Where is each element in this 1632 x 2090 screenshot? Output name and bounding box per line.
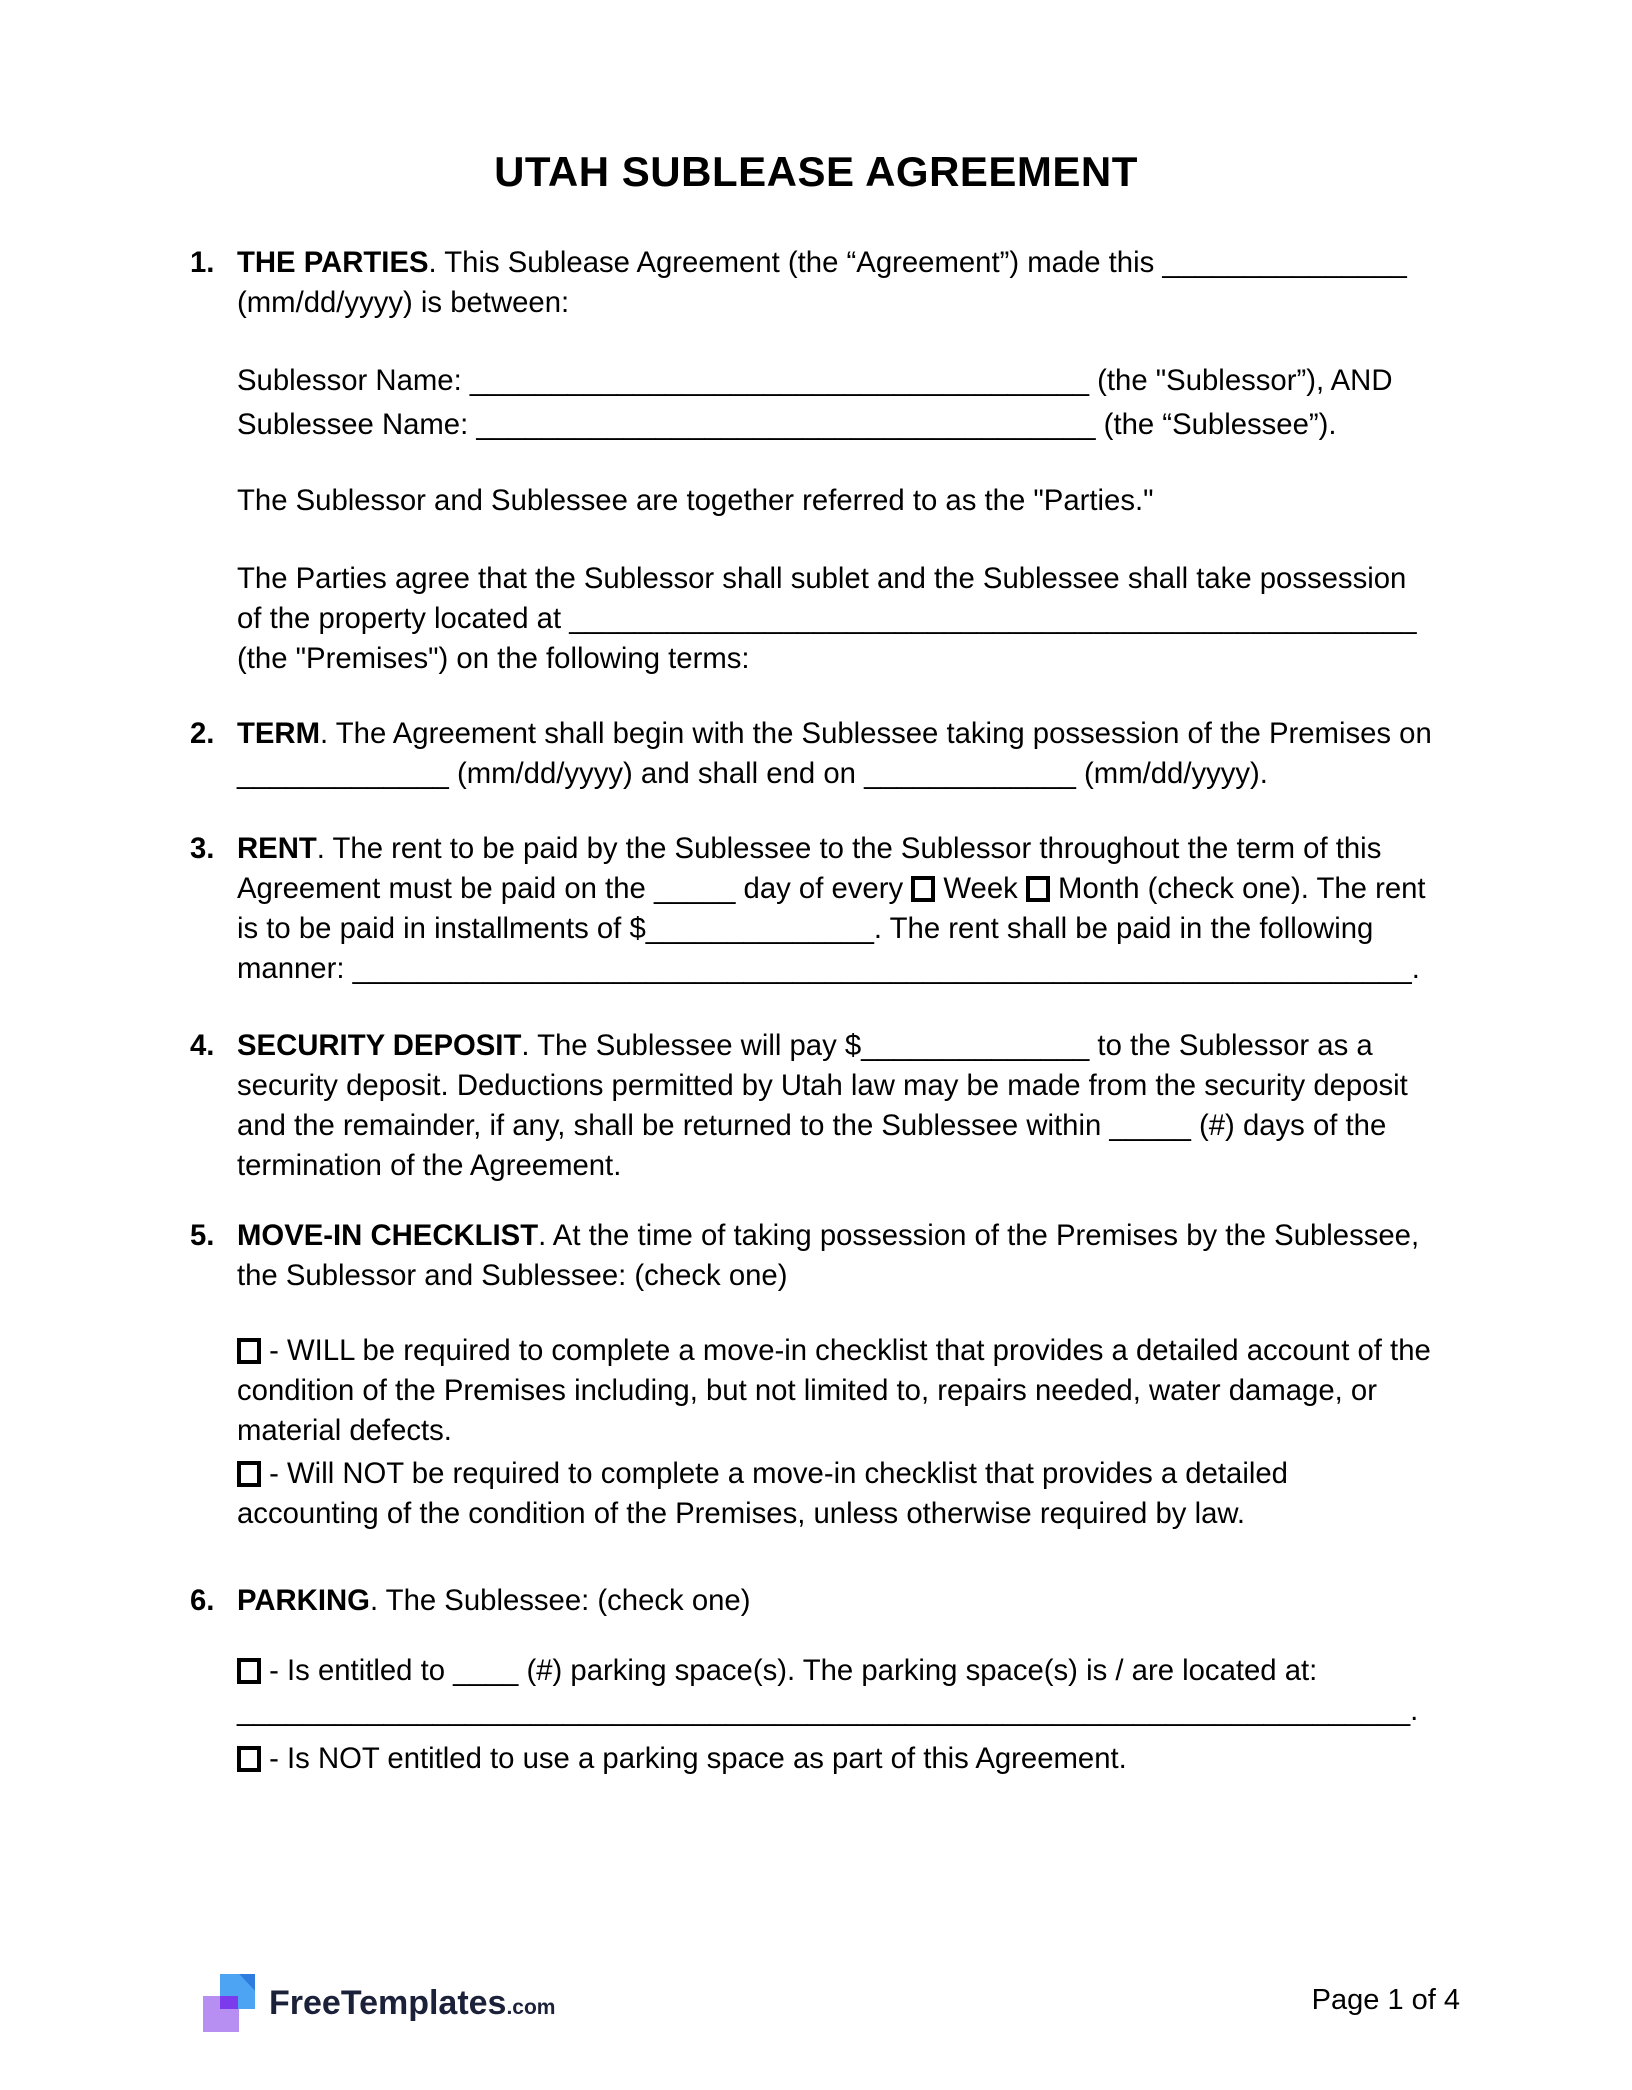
sublessor-name-label: Sublessor Name: — [237, 364, 470, 397]
rent-month-checkbox[interactable] — [1026, 876, 1050, 902]
section-number: 1. — [190, 246, 215, 279]
sublessee-name-label: Sublessee Name: — [237, 408, 477, 441]
section-heading: SECURITY DEPOSIT — [237, 1029, 522, 1062]
parking-intro-text: . The Sublessee: (check one) — [369, 1584, 751, 1617]
term-mid-text: (mm/dd/yyyy) and shall end on — [448, 757, 865, 790]
parking-entitled-checkbox[interactable] — [237, 1658, 261, 1684]
section-heading: PARKING — [237, 1584, 370, 1617]
section-number: 2. — [190, 717, 215, 750]
week-label: Week — [935, 872, 1026, 905]
parties-intro-paragraph — [237, 243, 1432, 323]
section-heading: RENT — [237, 832, 317, 865]
deposit-text-2: to the Sublessor as a security deposit. Deductions permitted by Utah law may be made from the security deposit and the remainder, if any, shall be returned to the Sublessee within — [237, 1029, 1408, 1142]
parties-intro-text: . This Sublease Agreement (the “Agreement”) made this — [428, 246, 1163, 279]
parking-entitled-text-1: - Is entitled to — [261, 1654, 454, 1687]
term-paragraph — [237, 714, 1432, 794]
rent-text-2: day of every — [735, 872, 904, 905]
movein-intro-text: . At the time of taking possession of the Premises by the Sublessee, the Sublessor and Sublessee: (check one) — [237, 1219, 1420, 1292]
term-tail-text: (mm/dd/yyyy). — [1075, 757, 1268, 790]
parking-entitled-option — [237, 1651, 1432, 1731]
section-number: 5. — [190, 1219, 215, 1252]
section-number: 6. — [190, 1584, 215, 1617]
brand-wordmark — [269, 1984, 555, 2023]
brand-logo[interactable] — [203, 1972, 555, 2034]
parking-not-entitled-text: - Is NOT entitled to use a parking space as part of this Agreement. — [261, 1742, 1127, 1775]
parking-not-entitled-option — [237, 1739, 1432, 1779]
section-number: 4. — [190, 1029, 215, 1062]
parking-intro-paragraph — [237, 1581, 1432, 1621]
movein-willnot-checkbox[interactable] — [237, 1461, 261, 1487]
sublessee-name-blank[interactable]: ______________________________________ — [476, 408, 1096, 441]
payment-day-blank[interactable]: _____ — [653, 872, 736, 905]
movein-intro-paragraph — [237, 1216, 1432, 1296]
section-the-parties — [190, 243, 1450, 714]
deposit-text-1: . The Sublessee will pay $ — [521, 1029, 862, 1062]
parking-not-entitled-checkbox[interactable] — [237, 1746, 261, 1772]
section-movein-checklist — [190, 1216, 1450, 1581]
sublessor-name-tail: (the "Sublessor”), AND — [1089, 364, 1393, 397]
movein-willnot-text: - Will NOT be required to complete a move-in checklist that provides a detailed accounting of the condition of the Premises, unless otherwise required by law. — [237, 1457, 1288, 1530]
month-label: Month — [1049, 872, 1140, 905]
security-deposit-paragraph — [237, 1026, 1432, 1186]
sublessee-name-line — [237, 405, 1432, 445]
agree-tail: (the "Premises") on the following terms: — [237, 642, 750, 675]
sublessor-name-blank[interactable]: ______________________________________ — [469, 364, 1090, 397]
parking-count-blank[interactable]: ____ — [453, 1654, 519, 1687]
start-date-blank[interactable]: _____________ — [237, 757, 449, 790]
parties-together-paragraph — [237, 481, 1432, 521]
together-text: The Sublessor and Sublessee are together referred to as the "Parties." — [237, 484, 1154, 517]
end-date-blank[interactable]: _____________ — [864, 757, 1076, 790]
movein-willnot-option — [237, 1454, 1432, 1534]
section-heading: MOVE-IN CHECKLIST — [237, 1219, 539, 1252]
movein-will-option — [237, 1331, 1432, 1451]
page-indicator: Page 1 of 4 — [1311, 1984, 1460, 2016]
agree-text: The Parties agree that the Sublessor shall sublet and the Sublessee shall take possession of the property located at — [237, 562, 1407, 635]
rent-week-checkbox[interactable] — [911, 876, 935, 902]
section-rent — [190, 829, 1450, 1026]
brand-name: FreeTemplates — [269, 1983, 507, 2022]
parties-intro-tail: (mm/dd/yyyy) is between: — [237, 286, 570, 319]
rent-text-4: . The rent shall be paid in the following manner: — [237, 912, 1374, 985]
property-address-blank[interactable]: ____________________________________________________ — [569, 602, 1417, 635]
rent-text-5: . — [1411, 952, 1420, 985]
movein-will-text: - WILL be required to complete a move-in checklist that provides a detailed account of the condition of the Premises including, but not limited to, repairs needed, water damage, or material defects. — [237, 1334, 1431, 1447]
parking-address-blank[interactable]: ________________________________________________________________________. — [237, 1694, 1419, 1727]
section-heading: TERM — [237, 717, 320, 750]
freetemplates-logo-icon — [203, 1972, 255, 2034]
sublessee-name-tail: (the “Sublessee”). — [1095, 408, 1337, 441]
section-number: 3. — [190, 832, 215, 865]
document-body — [190, 243, 1450, 1779]
deposit-text-3: (#) days of the termination of the Agreement. — [237, 1109, 1387, 1182]
rent-paragraph — [237, 829, 1432, 989]
sublessor-name-line — [237, 361, 1432, 401]
parties-agree-paragraph — [237, 559, 1432, 679]
payment-manner-blank[interactable]: _________________________________________________________________ — [352, 952, 1412, 985]
rent-amount-blank[interactable]: ______________ — [645, 912, 874, 945]
section-heading: THE PARTIES — [237, 246, 429, 279]
return-days-blank[interactable]: _____ — [1109, 1109, 1191, 1142]
agreement-date-blank[interactable]: _______________ — [1162, 246, 1407, 279]
document-title: UTAH SUBLEASE AGREEMENT — [494, 148, 1138, 195]
rent-text-3: (check one). The rent is to be paid in installments of $ — [237, 872, 1426, 945]
brand-tld: .com — [506, 1995, 556, 2019]
movein-will-checkbox[interactable] — [237, 1338, 261, 1364]
parking-entitled-text-2: (#) parking space(s). The parking space(s) is / are located at: — [518, 1654, 1318, 1687]
section-parking — [190, 1581, 1450, 1779]
term-text: . The Agreement shall begin with the Sublessee taking possession of the Premises on — [320, 717, 1432, 750]
section-security-deposit — [190, 1026, 1450, 1216]
rent-text-1: . The rent to be paid by the Sublessee to the Sublessor throughout the term of this Agreement must be paid on the — [237, 832, 1382, 905]
deposit-amount-blank[interactable]: ______________ — [861, 1029, 1090, 1062]
logo-overlap-square — [220, 1996, 238, 2009]
section-term — [190, 714, 1450, 829]
